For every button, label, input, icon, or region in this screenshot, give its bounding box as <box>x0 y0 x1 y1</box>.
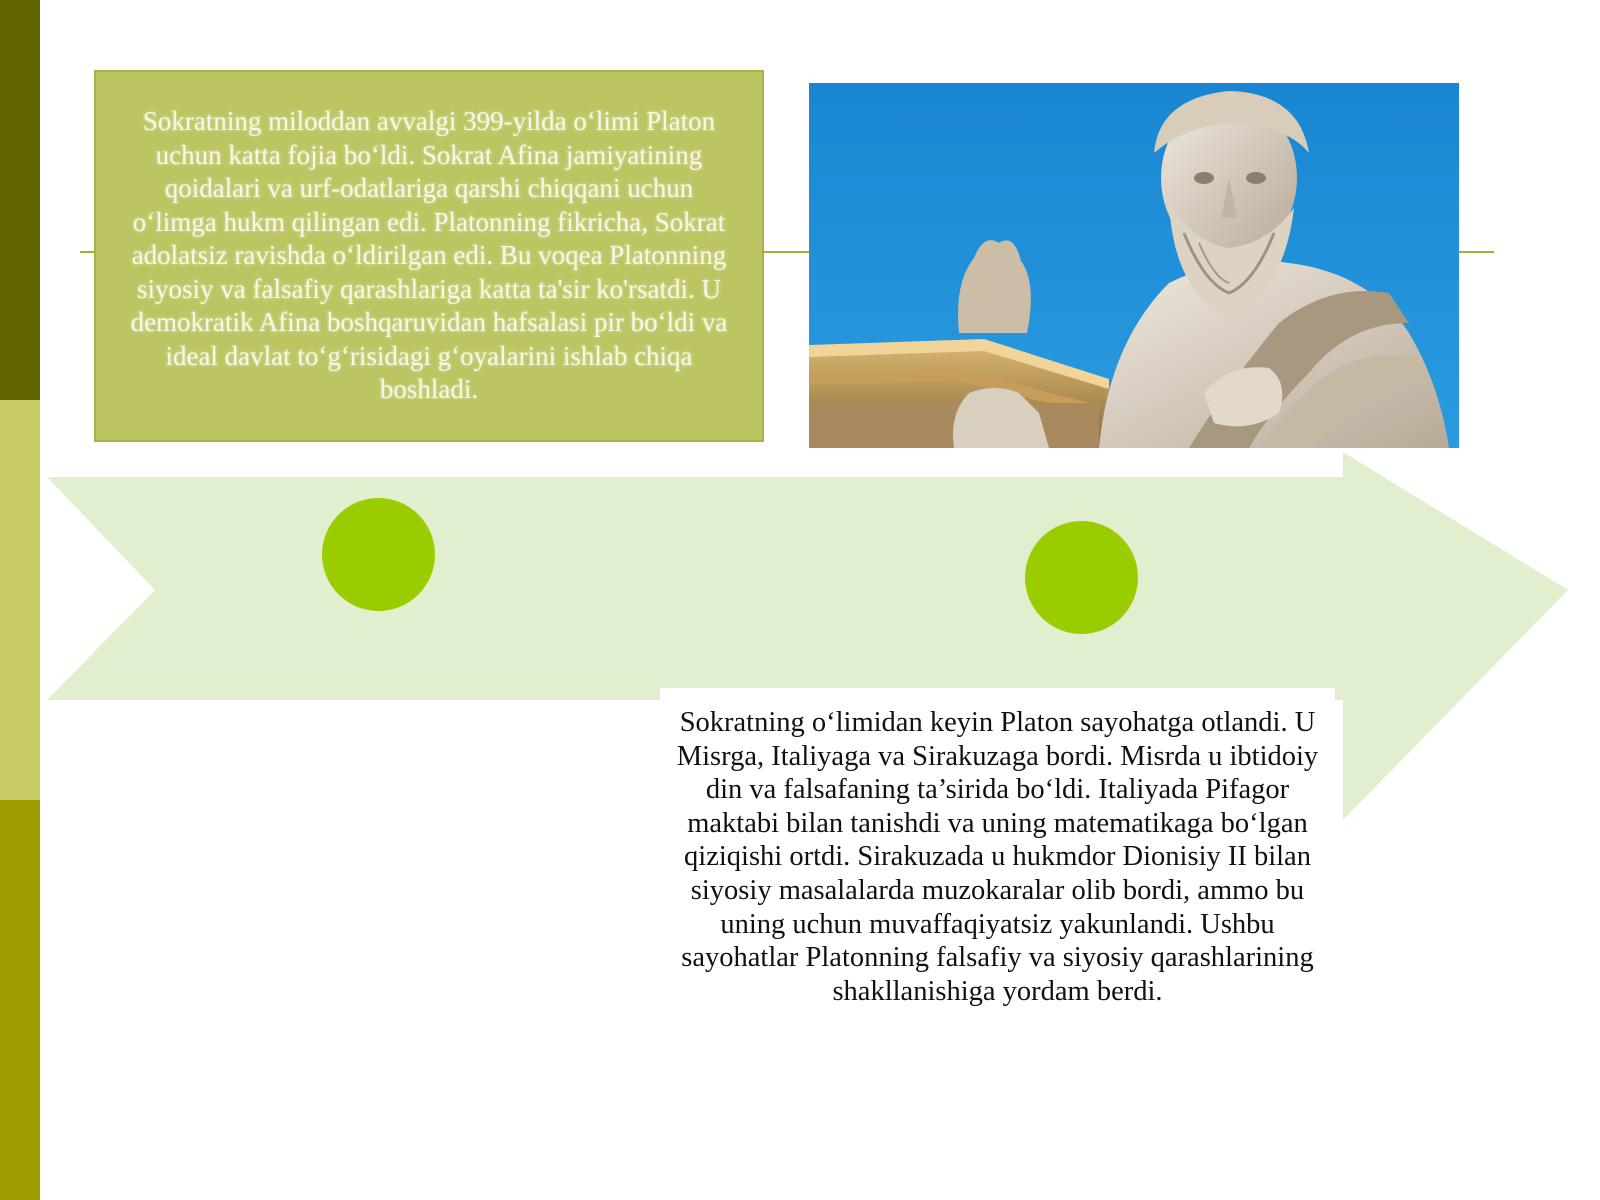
timeline-dot-1 <box>322 498 435 611</box>
bottom-text-box <box>660 688 1335 1048</box>
timeline-dot-2 <box>1025 521 1138 634</box>
top-text: Sokratning miloddan avvalgi 399-yilda o‘limi Platon uchun katta fojia bo‘ldi. Sokrat Afina jamiyatining qoidalari va urf-odatlariga qarshi chiqqani uchun o‘limga hukm qilingan edi. Platonning fikricha, Sokrat adolatsiz ravishda o‘ldirilgan edi. Bu voqea Platonning siyosiy va falsafiy qarashlariga katta ta'sir ko'rsatdi. U demokratik Afina boshqaruvidan hafsalasi pir bo‘ldi va ideal davlat to‘g‘risidagi g‘oyalarini ishlab chiqa boshladi. <box>130 106 728 405</box>
plato-statue-icon <box>809 83 1459 448</box>
bottom-text: Sokratning o‘limidan keyin Platon sayohatga otlandi. U Misrga, Italiyaga va Sirakuzaga bordi. Misrda u ibtidoiy din va falsafaning ta’sirida bo‘ldi. Italiyada Pifagor maktabi bilan tanishdi va uning matematikaga bo‘lgan qiziqishi ortdi. Sirakuzada u hukmdor Dionisiy II bilan siyosiy masalalarda muzokaralar olib bordi, ammo bu uning uchun muvaffaqiyatsiz yakunlandi. Ushbu sayohatlar Platonning falsafiy va siyosiy qarashlarining shakllanishiga yordam berdi. <box>676 707 1319 1007</box>
plato-statue-photo <box>809 83 1459 448</box>
top-text-box <box>94 70 764 442</box>
